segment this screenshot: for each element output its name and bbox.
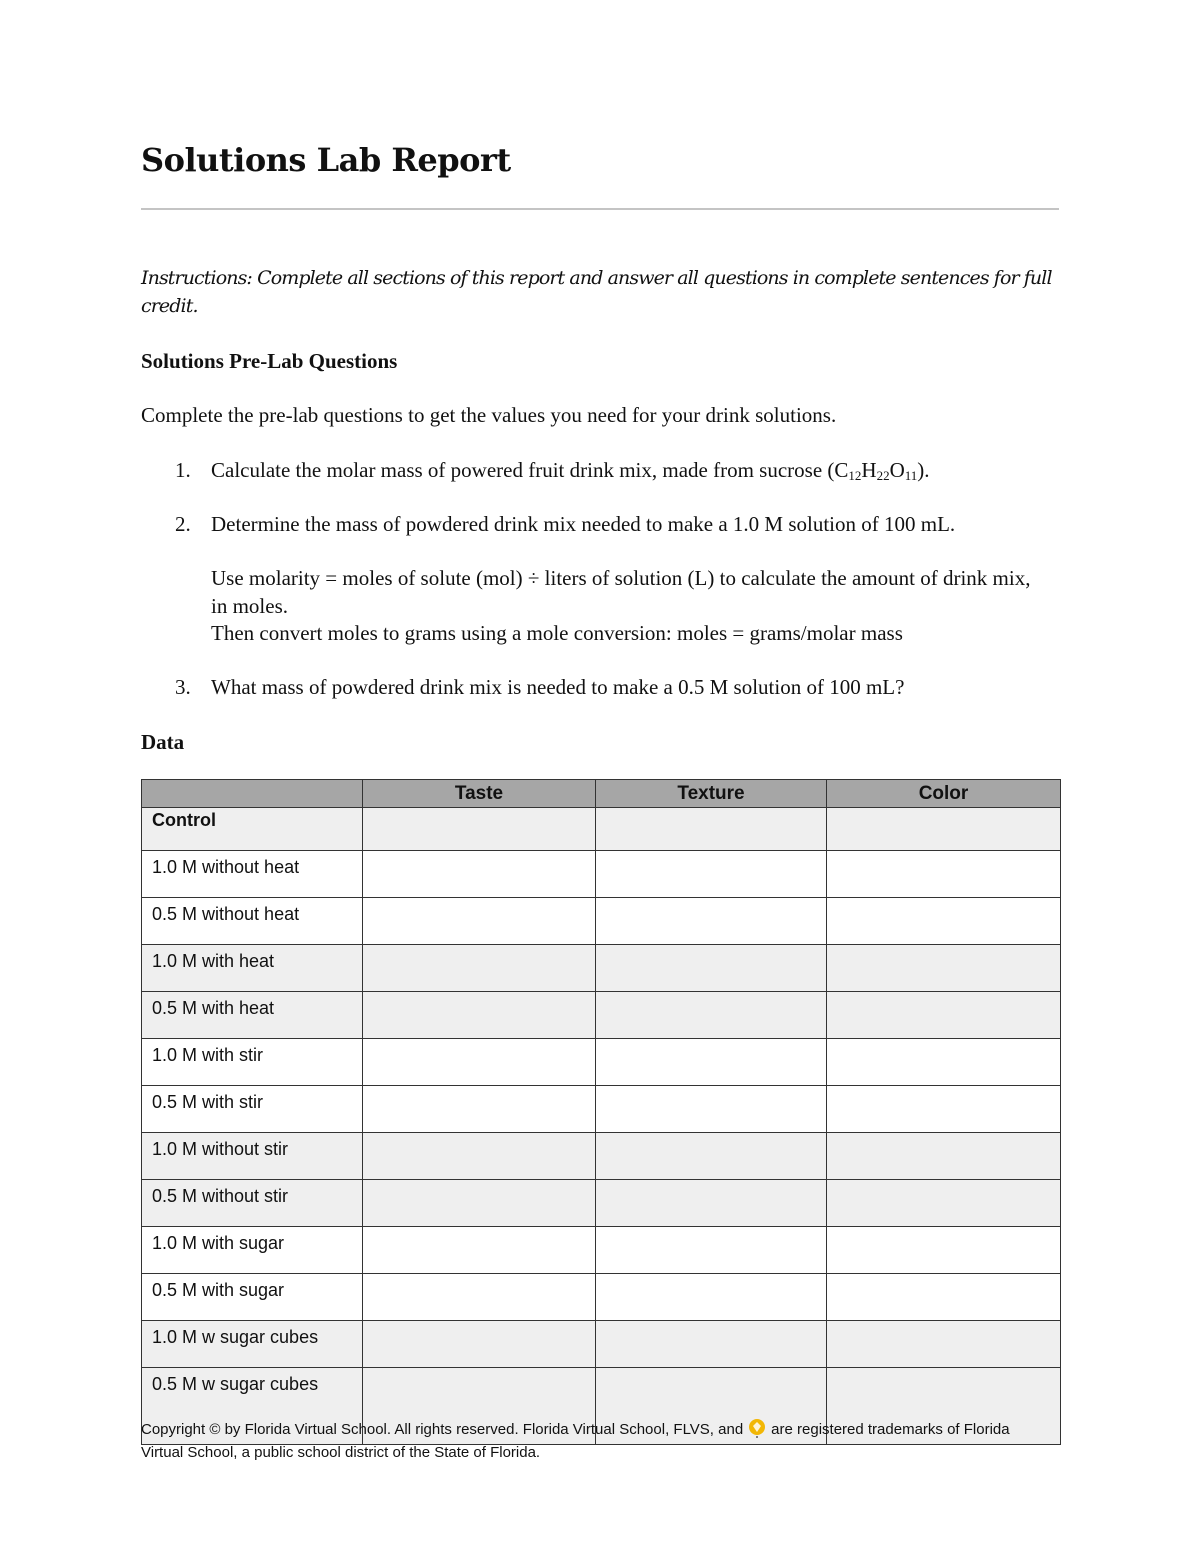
color-cell[interactable] [827,898,1061,945]
question-3-text: What mass of powdered drink mix is needed to make a 0.5 M solution of 100 mL? [211,675,905,699]
question-1-end: ). [917,458,930,482]
prelab-intro: Complete the pre-lab questions to get the values you need for your drink solutions. [141,403,837,427]
texture-cell[interactable] [596,1274,827,1321]
texture-cell[interactable] [596,1086,827,1133]
row-label: 0.5 M without stir [142,1180,363,1227]
header-cell-texture: Texture [596,780,827,808]
row-label: 1.0 M with sugar [142,1227,363,1274]
texture-cell[interactable] [596,808,827,851]
row-label: 1.0 M without heat [142,851,363,898]
taste-cell[interactable] [363,1086,596,1133]
question-1-text [211,456,1041,484]
color-cell[interactable] [827,808,1061,851]
color-cell[interactable] [827,851,1061,898]
color-cell[interactable] [827,1133,1061,1180]
row-label: 1.0 M with heat [142,945,363,992]
row-label: 1.0 M w sugar cubes [142,1321,363,1368]
data-heading: Data [141,730,185,754]
taste-cell[interactable] [363,945,596,992]
taste-cell[interactable] [363,808,596,851]
table-row [142,1133,1061,1180]
taste-cell[interactable] [363,1227,596,1274]
row-label: 0.5 M with heat [142,992,363,1039]
data-table [141,779,1061,1445]
texture-cell[interactable] [596,1180,827,1227]
row-label: 1.0 M without stir [142,1133,363,1180]
taste-cell[interactable] [363,1321,596,1368]
question-2-hint-2: Then convert moles to grams using a mole conversion: moles = grams/molar mass [211,621,903,645]
row-label: 0.5 M with sugar [142,1274,363,1321]
page-title: Solutions Lab Report [141,141,511,179]
taste-cell[interactable] [363,851,596,898]
texture-cell[interactable] [596,1321,827,1368]
color-cell[interactable] [827,1180,1061,1227]
color-cell[interactable] [827,1086,1061,1133]
table-row [142,1039,1061,1086]
question-3-number: 3. [175,675,191,699]
texture-cell[interactable] [596,992,827,1039]
header-cell-color: Color [827,780,1061,808]
texture-cell[interactable] [596,1133,827,1180]
prelab-heading: Solutions Pre-Lab Questions [141,349,398,373]
question-2-hint-1: Use molarity = moles of solute (mol) ÷ liters of solution (L) to calculate the amount of drink mix, in moles. [211,566,1031,618]
table-row [142,851,1061,898]
formula-c: C [834,458,849,482]
table-header-row [142,780,1061,808]
taste-cell[interactable] [363,1133,596,1180]
table-row [142,1086,1061,1133]
question-1-body: Calculate the molar mass of powered fruit drink mix, made from sucrose ( [211,458,835,482]
table-row [142,945,1061,992]
taste-cell[interactable] [363,898,596,945]
question-2-text: Determine the mass of powdered drink mix needed to make a 1.0 M solution of 100 mL. [211,512,956,536]
color-cell[interactable] [827,945,1061,992]
taste-cell[interactable] [363,1180,596,1227]
question-1-number: 1. [175,458,191,482]
header-cell-taste: Taste [363,780,596,808]
taste-cell[interactable] [363,1274,596,1321]
table-row [142,898,1061,945]
title-divider [141,208,1059,210]
flvs-logo-icon [747,1418,767,1438]
table-row [142,992,1061,1039]
color-cell[interactable] [827,1039,1061,1086]
footer-text-before-logo: Copyright © by Florida Virtual School. All rights reserved. Florida Virtual School, FLVS, and [141,1421,744,1438]
row-label: 0.5 M with stir [142,1086,363,1133]
texture-cell[interactable] [596,898,827,945]
color-cell[interactable] [827,1227,1061,1274]
formula-h-sub: 22 [876,468,890,483]
texture-cell[interactable] [596,1227,827,1274]
row-label: 1.0 M with stir [142,1039,363,1086]
color-cell[interactable] [827,992,1061,1039]
texture-cell[interactable] [596,851,827,898]
formula-o: O [889,458,905,482]
formula-o-sub: 11 [904,468,918,483]
taste-cell[interactable] [363,1039,596,1086]
row-label: Control [142,808,363,851]
color-cell[interactable] [827,1274,1061,1321]
formula-h: H [861,458,877,482]
color-cell[interactable] [827,1321,1061,1368]
table-row [142,1274,1061,1321]
table-row [142,1180,1061,1227]
table-row [142,1227,1061,1274]
taste-cell[interactable] [363,992,596,1039]
row-label: 0.5 M without heat [142,898,363,945]
question-2-number: 2. [175,512,191,536]
formula-c-sub: 12 [848,468,862,483]
texture-cell[interactable] [596,1039,827,1086]
row-label: 0.5 M w sugar cubes [142,1368,363,1445]
texture-cell[interactable] [596,945,827,992]
table-row [142,1321,1061,1368]
header-cell-blank [142,780,363,808]
copyright-footer [141,1418,1041,1464]
instructions-text: Instructions: Complete all sections of this report and answer all questions in complete sentences for full credit. [141,267,1052,317]
footer-text-after-logo: are registered trademarks of Florida Virtual School, a public school district of the State of Florida. [141,1421,1010,1461]
table-row [142,808,1061,851]
